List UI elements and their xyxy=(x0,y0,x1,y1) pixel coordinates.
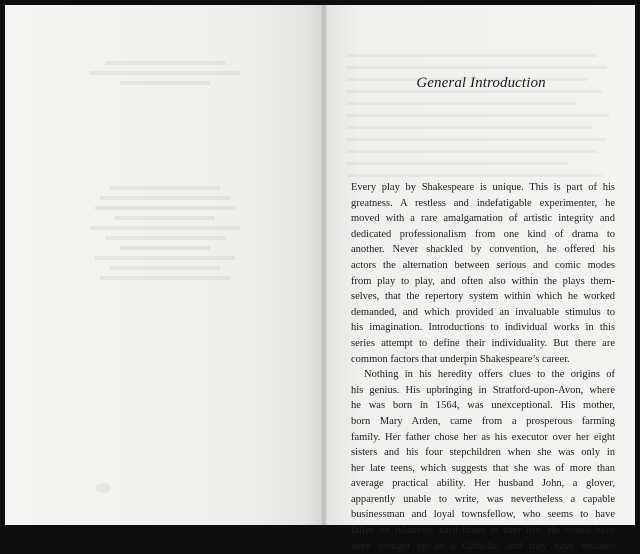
text-line: his imagination. Introductions to individual works in this xyxy=(351,322,615,334)
text-line: series attempt to define their individuality. But there are xyxy=(351,337,615,349)
text-line: greatness. A restless and indefatigable experimenter, he xyxy=(351,197,615,209)
show-through-text xyxy=(347,45,615,186)
right-page xyxy=(327,5,635,552)
text-line: his genius. His upbringing in Stratford-upon-Avon, where xyxy=(351,384,615,396)
book-spread xyxy=(5,5,635,552)
text-line: dedicated professionalism from one kind of drama to xyxy=(351,228,615,240)
text-line: Every play by Shakespeare is unique. This is part of his xyxy=(351,182,615,193)
text-line: been brought up as a Catholic, and may have retained xyxy=(351,540,615,552)
text-line: from play to play, and often also within the plays them- xyxy=(351,275,615,287)
text-line: fallen on relatively hard times in later life. He would have xyxy=(351,525,615,537)
show-through-text xyxy=(65,180,265,286)
show-through-text xyxy=(65,55,265,91)
text-line: common factors that underpin Shakespeare’s career. xyxy=(351,353,570,365)
page-title: General Introduction xyxy=(416,75,546,91)
text-line: born Mary Arden, came from a prosperous farming xyxy=(351,415,615,427)
text-line: her late teens, which suggests that she was of more than xyxy=(351,462,615,474)
left-page xyxy=(5,5,323,525)
text-line: family. Her father chose her as his executor over her eight xyxy=(351,431,615,443)
text-line: actors the alternation between serious and comic modes xyxy=(351,259,615,271)
text-line: demanded, and which provided an invaluable stimulus to xyxy=(351,306,615,318)
body-text xyxy=(351,180,615,554)
show-through-mark xyxy=(95,483,111,493)
paragraph xyxy=(351,367,615,554)
text-line: selves, that the repertory system within which he worked xyxy=(351,291,615,303)
text-line: apparently unable to write, was nevertheless a capable xyxy=(351,493,615,505)
text-line: businessman and loyal townsfellow, who seems to have xyxy=(351,509,615,521)
text-line: he was born in 1564, was unexceptional. His mother, xyxy=(351,400,615,412)
text-line: Nothing in his heredity offers clues to the origins of xyxy=(364,369,615,381)
text-line: another. Never shackled by convention, he offered his xyxy=(351,244,615,256)
text-line: moved with a rare amalgamation of artistic integrity and xyxy=(351,213,615,225)
text-line: average practical ability. Her husband John, a glover, xyxy=(351,478,615,490)
paragraph xyxy=(351,180,615,367)
text-line: sisters and his four stepchildren when she was only in xyxy=(351,447,615,459)
